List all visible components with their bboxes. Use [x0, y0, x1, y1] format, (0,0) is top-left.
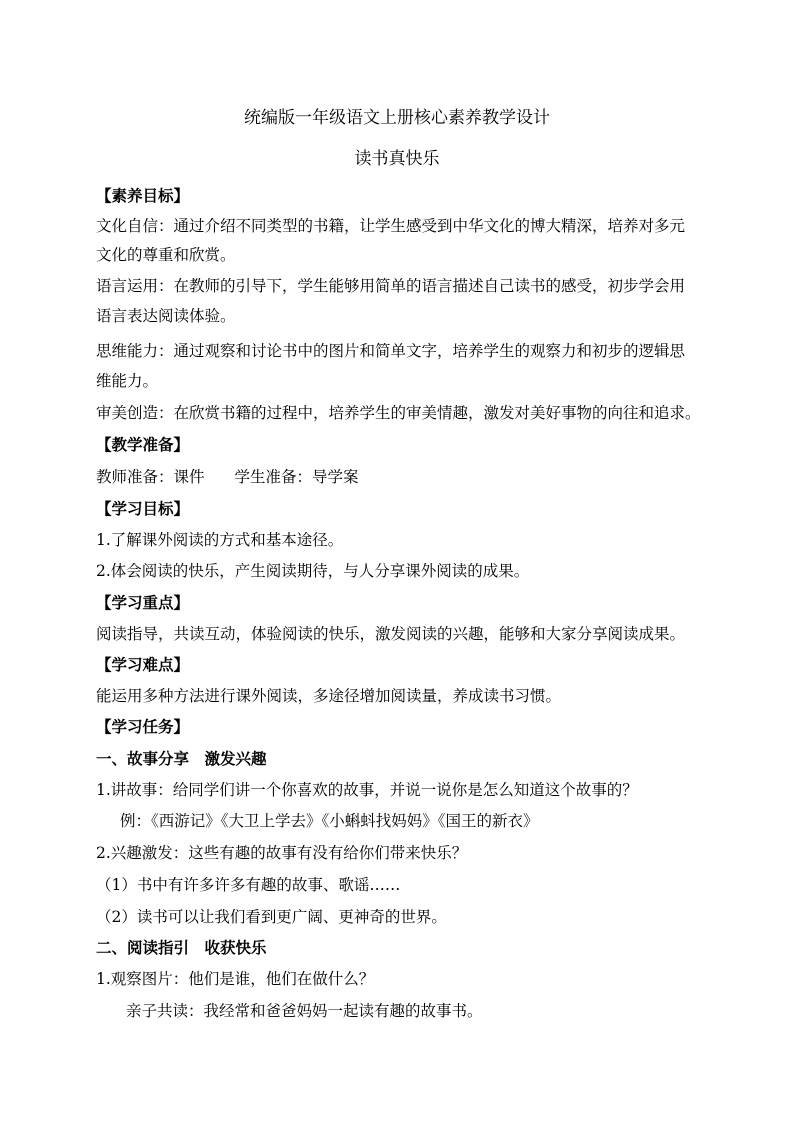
goal-cultural-line-2: 文化的尊重和欣赏。 — [96, 246, 236, 264]
tasks-heading: 【学习任务】 — [96, 717, 190, 736]
task-1-item-1: 1.讲故事：给同学们讲一个你喜欢的故事，并说一说你是怎么知道这个故事的？ — [96, 781, 638, 799]
goal-language-line-1: 语言运用：在教师的引导下，学生能够用简单的语言描述自己读书的感受，初步学会用 — [96, 277, 686, 295]
goal-cultural-line-1: 文化自信：通过介绍不同类型的书籍，让学生感受到中华文化的博大精深，培养对多元 — [96, 217, 686, 235]
task-2-item-1: 1.观察图片：他们是谁，他们在做什么？ — [96, 970, 375, 988]
task-1-example: 例：《西游记》《大卫上学去》《小蝌蚪找妈妈》《国王的新衣》 — [120, 812, 539, 830]
key-points-text: 阅读指导，共读互动，体验阅读的快乐，激发阅读的兴趣，能够和大家分享阅读成果。 — [96, 625, 686, 643]
difficulties-text: 能运用多种方法进行课外阅读，多途径增加阅读量，养成读书习惯。 — [96, 687, 562, 705]
key-points-heading: 【学习重点】 — [96, 593, 190, 612]
learning-goal-2: 2.体会阅读的快乐，产生阅读期待，与人分享课外阅读的成果。 — [96, 562, 530, 580]
learning-goals-heading: 【学习目标】 — [96, 499, 190, 518]
prep-heading: 【教学准备】 — [96, 435, 190, 454]
task-2-heading: 二、阅读指引 收获快乐 — [96, 938, 267, 957]
goal-language-line-2: 语言表达阅读体验。 — [96, 307, 236, 325]
goal-thinking-line-1: 思维能力：通过观察和讨论书中的图片和简单文字，培养学生的观察力和初步的逻辑思 — [96, 342, 686, 360]
prep-teacher: 教师准备：课件 — [96, 468, 205, 486]
goal-aesthetic: 审美创造：在欣赏书籍的过程中，培养学生的审美情趣，激发对美好事物的向往和追求。 — [96, 404, 701, 422]
goals-heading: 【素养目标】 — [96, 186, 190, 205]
document-title: 统编版一年级语文上册核心素养教学设计 — [244, 108, 550, 128]
task-1-sub-item-2: （2）读书可以让我们看到更广阔、更神奇的世界。 — [96, 908, 447, 926]
learning-goal-1: 1.了解课外阅读的方式和基本途径。 — [96, 531, 344, 549]
difficulties-heading: 【学习难点】 — [96, 655, 190, 674]
goal-thinking-line-2: 维能力。 — [96, 372, 159, 390]
lesson-title: 读书真快乐 — [354, 149, 440, 169]
task-1-heading: 一、故事分享 激发兴趣 — [96, 749, 267, 768]
task-1-item-2: 2.兴趣激发：这些有趣的故事有没有给你们带来快乐？ — [96, 844, 468, 862]
task-1-sub-item-1: （1）书中有许多许多有趣的故事、歌谣…… — [96, 876, 401, 894]
task-2-detail: 亲子共读：我经常和爸爸妈妈一起读有趣的故事书。 — [126, 1002, 483, 1020]
prep-line — [96, 466, 716, 488]
prep-student: 学生准备：导学案 — [234, 468, 359, 486]
